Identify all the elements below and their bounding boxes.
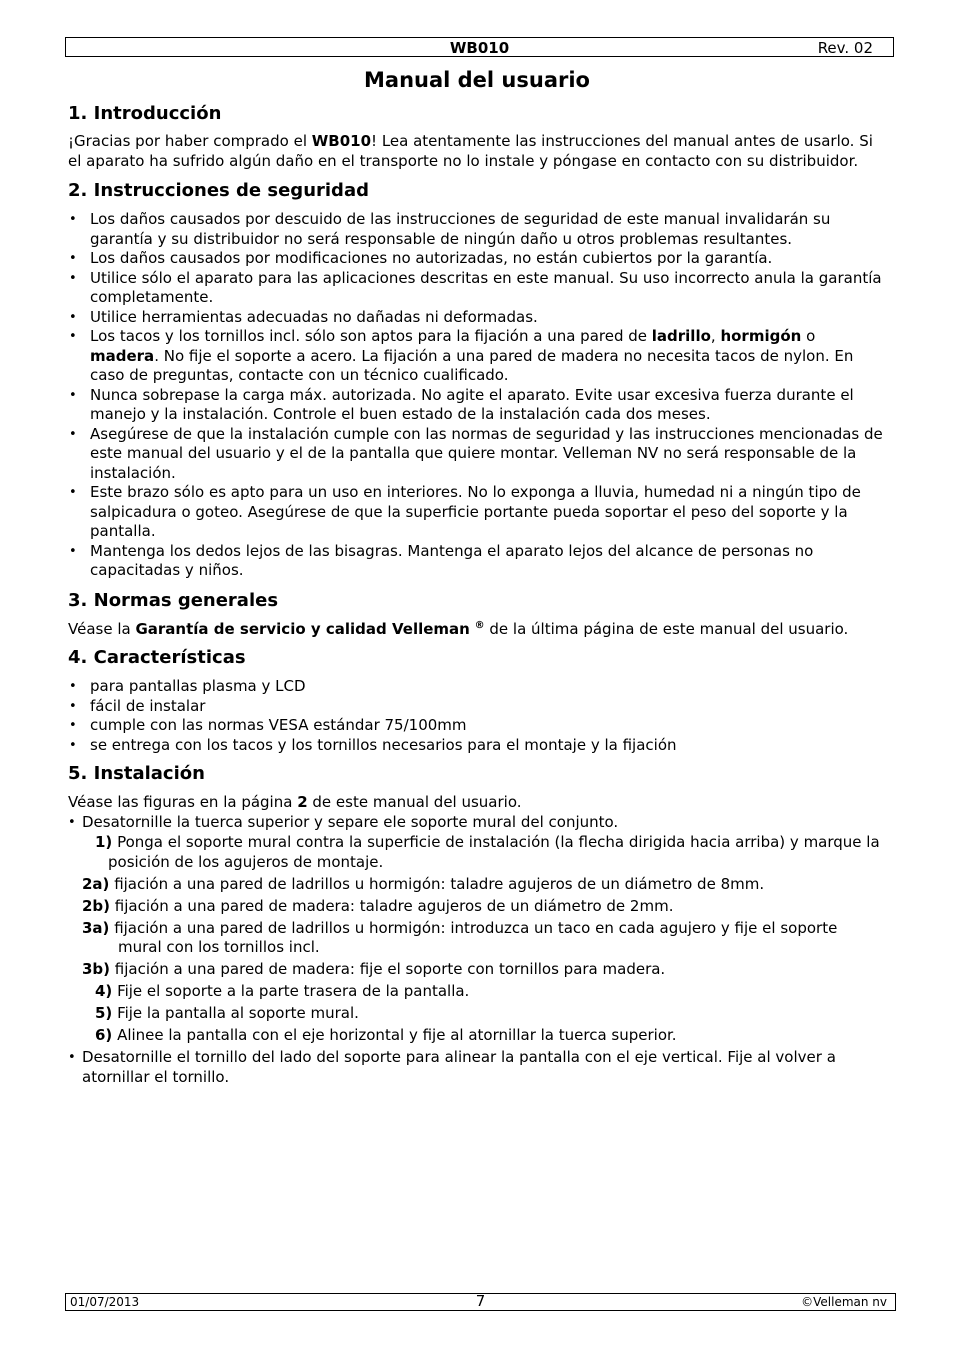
step-item [68, 875, 883, 895]
installation-bullets [68, 813, 883, 833]
list-item: • Los daños causados por descuido de las instrucciones de seguridad de este manual invalidarán su garantía y su distribuidor no será responsable de ningún daño u otros problemas resultantes. [68, 210, 883, 249]
norms-bold: Garantía de servicio y calidad Velleman [135, 619, 470, 638]
step-item [68, 982, 883, 1002]
step-text: fijación a una pared de madera: taladre agujeros de un diámetro de 2mm. [110, 896, 674, 915]
step-item [68, 1026, 883, 1046]
section-general-norms [68, 590, 883, 640]
installation-page-ref: 2 [297, 793, 308, 811]
page-header [65, 37, 894, 57]
list-item: • Nunca sobrepase la carga máx. autorizada. No agite el aparato. Evite usar excesiva fuerza durante el manejo y la instalación. Controle el buen estado de la instalación cada dos meses. [68, 386, 883, 425]
step-label: 3a) [82, 918, 110, 937]
section-safety [68, 180, 883, 581]
step-label: 5) [95, 1004, 113, 1022]
footer-copyright: ©Velleman nv [801, 1295, 887, 1309]
list-item-bold: madera [90, 346, 155, 365]
installation-bullets [68, 1048, 883, 1087]
list-item: • Utilice herramientas adecuadas no dañadas ni deformadas. [68, 308, 883, 328]
step-label: 2a) [82, 874, 110, 893]
list-item: • Desatornille el tornillo del lado del soporte para alinear la pantalla con el eje vertical. Fije al volver a atornillar el tornillo. [68, 1048, 883, 1087]
list-item [68, 327, 883, 386]
intro-paragraph [68, 132, 883, 171]
page-number: 7 [475, 1292, 486, 1310]
intro-text: ¡Gracias por haber comprado el [68, 132, 312, 150]
step-text: fijación a una pared de ladrillos u hormigón: taladre agujeros de un diámetro de 8mm. [109, 874, 765, 893]
list-item-text: Los tacos y los tornillos incl. sólo son aptos para la fijación a una pared de [90, 327, 652, 345]
page-footer [65, 1293, 896, 1311]
step-text: Alinee la pantalla con el eje horizontal y fije al atornillar la tuerca superior. [112, 1026, 677, 1044]
footer-date: 01/07/2013 [70, 1295, 140, 1309]
list-item: • cumple con las normas VESA estándar 75/100mm [68, 716, 883, 736]
step-item [68, 1004, 883, 1024]
step-item [68, 919, 883, 958]
step-label: 4) [95, 982, 113, 1000]
norms-text: de la última página de este manual del usuario. [484, 619, 849, 638]
section-introduction [68, 103, 883, 171]
step-item [68, 960, 883, 980]
step-text: fijación a una pared de madera: fije el soporte con tornillos para madera. [110, 960, 666, 978]
step-label: 3b) [82, 960, 111, 978]
list-item: • se entrega con los tacos y los tornillos necesarios para el montaje y la fijación [68, 736, 883, 756]
list-item: • para pantallas plasma y LCD [68, 677, 883, 697]
section-heading: 3. Normas generales [68, 589, 279, 611]
registered-mark: ® [474, 619, 485, 631]
step-text: Fije la pantalla al soporte mural. [112, 1004, 359, 1022]
section-heading: 5. Instalación [68, 763, 205, 784]
list-item-text: . No fije el soporte a acero. La fijación a una pared de madera no necesita tacos de nylon. En caso de preguntas, contacte con un técnico cualificado. [90, 346, 854, 384]
list-item: • Mantenga los dedos lejos de las bisagras. Mantenga el aparato lejos del alcance de personas no capacitadas y niños. [68, 542, 883, 581]
list-item: • Este brazo sólo es apto para un uso en interiores. No lo exponga a lluvia, humedad ni a ningún tipo de salpicadura o goteo. Asegúrese de que la superficie portante pueda soportar el peso del soporte y la pantalla. [68, 483, 883, 542]
document-body [68, 102, 883, 1087]
installation-text: de este manual del usuario. [307, 793, 522, 811]
list-item: • fácil de instalar [68, 697, 883, 717]
step-item [68, 897, 883, 917]
norms-text: Véase la [68, 619, 136, 638]
header-model: WB010 [449, 39, 510, 57]
list-item-text: , [710, 327, 721, 345]
safety-list [68, 210, 883, 581]
step-text: fijación a una pared de ladrillos u hormigón: introduzca un taco en cada agujero y fije el soporte mural con los tornillos incl. [109, 918, 838, 956]
norms-paragraph [68, 620, 883, 640]
installation-text: Véase las figuras en la página [68, 793, 298, 811]
list-item: • Utilice sólo el aparato para las aplicaciones descritas en este manual. Su uso incorrecto anula la garantía completamente. [68, 269, 883, 308]
step-label: 2b) [82, 896, 111, 915]
step-text: Ponga el soporte mural contra la superficie de instalación (la flecha dirigida hacia arriba) y marque la posición de los agujeros de montaje. [108, 833, 880, 871]
header-revision: Rev. 02 [817, 39, 873, 57]
page-title: Manual del usuario [364, 68, 590, 92]
installation-steps [68, 833, 883, 1046]
section-features [68, 647, 883, 755]
intro-text: ! Lea atentamente las instrucciones del manual antes de usarlo. Si el aparato ha sufrido algún daño en el transporte no lo instale y póngase en contacto con su distribuidor. [68, 132, 873, 170]
step-label: 1) [95, 833, 113, 851]
step-text: Fije el soporte a la parte trasera de la pantalla. [112, 982, 470, 1000]
installation-intro [68, 793, 883, 813]
list-item: • Asegúrese de que la instalación cumple con las normas de seguridad y las instrucciones mencionadas de este manual del usuario y el de la pantalla que quiere montar. Velleman NV no será responsable de la instalación. [68, 425, 883, 484]
list-item-bold: hormigón [720, 327, 802, 345]
intro-model: WB010 [311, 132, 372, 150]
features-list [68, 677, 883, 755]
list-item-bold: ladrillo [651, 327, 711, 345]
section-installation [68, 763, 883, 1087]
step-item [68, 833, 883, 872]
list-item: • Desatornille la tuerca superior y separe ele soporte mural del conjunto. [68, 813, 883, 833]
step-label: 6) [95, 1026, 113, 1044]
list-item: • Los daños causados por modificaciones no autorizadas, no están cubiertos por la garantía. [68, 249, 883, 269]
list-item-text: o [801, 327, 816, 345]
section-heading: 2. Instrucciones de seguridad [68, 180, 369, 201]
section-heading: 1. Introducción [68, 103, 222, 124]
section-heading: 4. Características [68, 647, 246, 668]
